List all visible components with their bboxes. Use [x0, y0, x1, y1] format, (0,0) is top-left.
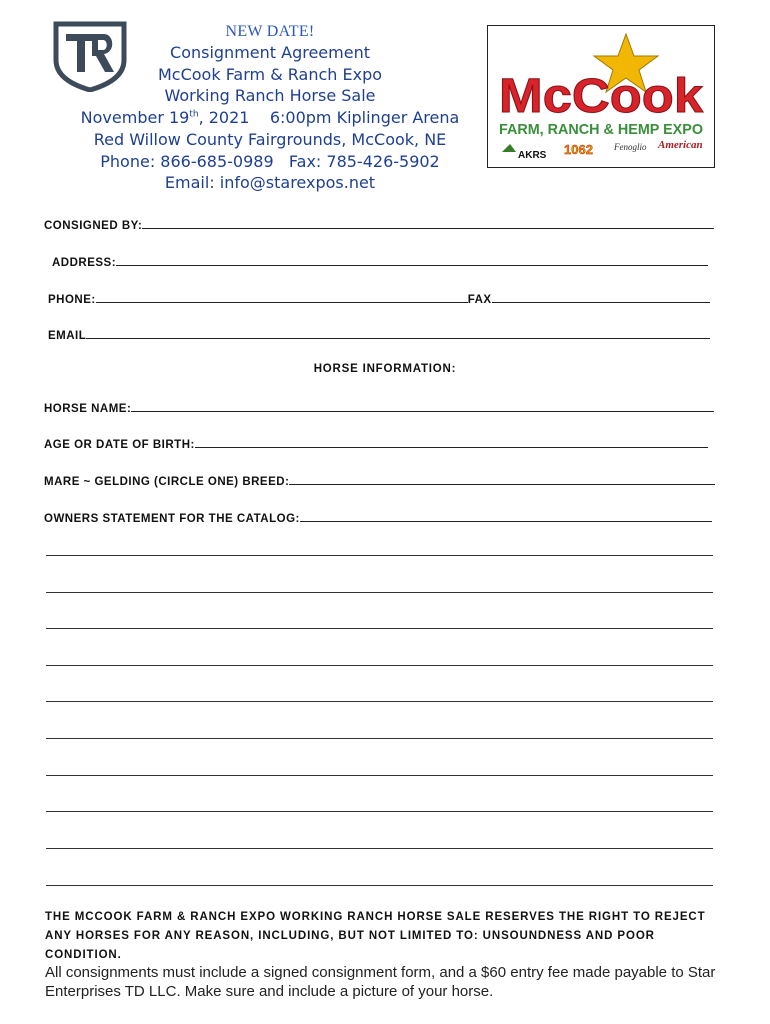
statement-line-1[interactable] [46, 555, 713, 556]
event-time-arena: , 2021 6:00pm Kiplinger Arena [198, 108, 460, 128]
age-field[interactable] [44, 435, 708, 451]
mccook-expo-logo [487, 25, 715, 168]
breed-blank[interactable] [289, 484, 715, 485]
statement-line-10[interactable] [46, 885, 713, 886]
phone-label: PHONE: [48, 294, 96, 306]
sponsor-fenoglio: Fenoglio [614, 142, 647, 152]
owners-statement-field[interactable] [44, 509, 712, 525]
address-label: ADDRESS: [52, 257, 117, 269]
horse-name-field[interactable] [44, 399, 714, 415]
horse-name-label: HORSE NAME: [44, 403, 132, 415]
email-field[interactable] [48, 326, 710, 342]
sponsor-row [502, 139, 703, 161]
statement-line-3[interactable] [46, 628, 713, 629]
contact-phone-fax: Phone: 866-685-0989 Fax: 785-426-5902 [100, 151, 440, 171]
statement-line-2[interactable] [46, 592, 713, 593]
deere-icon [502, 144, 516, 152]
statement-line-9[interactable] [46, 848, 713, 849]
email-blank[interactable] [86, 338, 710, 339]
consigned-by-field[interactable] [44, 216, 714, 232]
event-date-location [60, 107, 480, 129]
sponsor-akrs: AKRS [518, 150, 547, 161]
address-field[interactable] [52, 253, 708, 269]
statement-line-7[interactable] [46, 775, 713, 776]
owners-statement-label: OWNERS STATEMENT FOR THE CATALOG: [44, 513, 300, 525]
expo-logo-title: McCook [499, 70, 704, 123]
sponsor-radio: 1062 [564, 142, 593, 157]
phone-blank[interactable] [96, 302, 468, 303]
email-label: EMAIL [48, 330, 87, 342]
sale-name: Working Ranch Horse Sale [164, 86, 376, 106]
mare-gelding-breed-field[interactable] [44, 472, 715, 488]
consignment-requirements-note: All consignments must include a signed consignment form, and a $60 entry fee made payable to Star Enterprises TD LLC. Make sure and include a picture of your horse. [45, 964, 716, 1000]
date-suffix: th [189, 109, 199, 120]
rejection-disclaimer: THE MCCOOK FARM & RANCH EXPO WORKING RANCH HORSE SALE RESERVES THE RIGHT TO REJECT ANY HORSES FOR ANY REASON, INCLUDING, BUT NOT LIMITED TO: UNSOUNDNESS AND POOR CONDITION. [45, 911, 706, 961]
age-blank[interactable] [195, 447, 708, 448]
event-name: McCook Farm & Ranch Expo [157, 64, 383, 84]
header-block [60, 22, 480, 194]
phone-fax-field[interactable] [48, 290, 710, 306]
fax-label: FAX [467, 294, 492, 306]
statement-line-5[interactable] [46, 701, 713, 702]
statement-line-6[interactable] [46, 738, 713, 739]
fax-blank[interactable] [492, 302, 710, 303]
event-venue: Red Willow County Fairgrounds, McCook, NE [93, 129, 447, 149]
address-blank[interactable] [116, 265, 708, 266]
horse-information-heading: HORSE INFORMATION: [313, 363, 457, 375]
horse-name-blank[interactable] [131, 411, 714, 412]
statement-line-4[interactable] [46, 665, 713, 666]
event-date: November 19 [80, 108, 190, 128]
consigned-by-label: CONSIGNED BY: [44, 220, 143, 232]
expo-logo-subtitle: FARM, RANCH & HEMP EXPO [499, 121, 704, 138]
new-date-notice: NEW DATE! [225, 23, 315, 40]
statement-line-8[interactable] [46, 811, 713, 812]
age-label: AGE OR DATE OF BIRTH: [44, 439, 195, 451]
owners-statement-blank[interactable] [300, 521, 712, 522]
consigned-by-blank[interactable] [142, 228, 714, 229]
contact-email: Email: info@starexpos.net [164, 173, 376, 193]
document-title: Consignment Agreement [170, 43, 370, 62]
mare-gelding-breed-label: MARE ~ GELDING (CIRCLE ONE) BREED: [44, 476, 290, 488]
sponsor-american: American [658, 139, 703, 151]
expo-logo-graphic [488, 26, 714, 167]
